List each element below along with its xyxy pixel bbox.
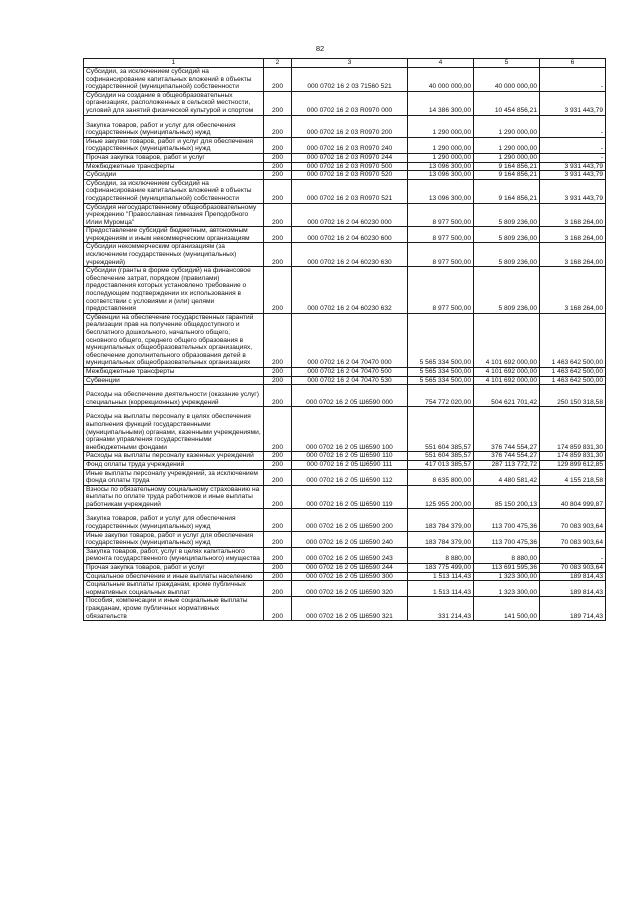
executed-amount: 40 000 000,00 bbox=[474, 68, 540, 92]
approved-amount: 183 775 499,00 bbox=[408, 564, 474, 573]
unexecuted-amount: 3 168 264,00 bbox=[540, 227, 606, 243]
executed-amount: 8 880,00 bbox=[474, 547, 540, 563]
table-row bbox=[84, 547, 606, 563]
unexecuted-amount: 189 714,43 bbox=[540, 597, 606, 621]
approved-amount: 8 977 500,00 bbox=[408, 243, 474, 267]
row-name: Субсидии bbox=[84, 171, 264, 180]
approved-amount: 417 013 385,57 bbox=[408, 460, 474, 469]
budget-classification-code: 000 0702 16 2 05 Ш6590 000 bbox=[292, 385, 408, 407]
table-row bbox=[84, 376, 606, 385]
table-row bbox=[84, 564, 606, 573]
table-row bbox=[84, 469, 606, 485]
unexecuted-amount: 3 931 443,79 bbox=[540, 91, 606, 115]
executed-amount: 1 290 000,00 bbox=[474, 115, 540, 137]
approved-amount: 14 386 300,00 bbox=[408, 91, 474, 115]
row-name: Межбюджетные трансферты bbox=[84, 367, 264, 376]
table-row bbox=[84, 162, 606, 171]
row-name: Пособия, компенсации и иные социальные выплаты гражданам, кроме публичных нормативных обязательств bbox=[84, 597, 264, 621]
table-row bbox=[84, 385, 606, 407]
row-code-line: 200 bbox=[264, 267, 292, 314]
unexecuted-amount: 3 168 264,00 bbox=[540, 203, 606, 227]
row-name: Социальное обеспечение и иные выплаты населению bbox=[84, 572, 264, 581]
unexecuted-amount: - bbox=[540, 68, 606, 92]
unexecuted-amount: 70 083 903,64 bbox=[540, 531, 606, 547]
budget-classification-code: 000 0702 16 2 05 Ш6590 119 bbox=[292, 485, 408, 509]
table-row bbox=[84, 115, 606, 137]
unexecuted-amount: 1 463 642 500,00 bbox=[540, 367, 606, 376]
budget-classification-code: 000 0702 16 2 03 R0970 520 bbox=[292, 171, 408, 180]
row-code-line: 200 bbox=[264, 581, 292, 597]
table-row bbox=[84, 227, 606, 243]
row-code-line: 200 bbox=[264, 115, 292, 137]
table-row bbox=[84, 407, 606, 452]
approved-amount: 8 977 500,00 bbox=[408, 267, 474, 314]
unexecuted-amount: - bbox=[540, 115, 606, 137]
unexecuted-amount: 3 931 443,79 bbox=[540, 162, 606, 171]
budget-classification-code: 000 0702 16 2 05 Ш6590 300 bbox=[292, 572, 408, 581]
budget-classification-code: 000 0702 16 2 04 60230 000 bbox=[292, 203, 408, 227]
budget-classification-code: 000 0702 16 2 03 R0970 500 bbox=[292, 162, 408, 171]
executed-amount: 287 113 772,72 bbox=[474, 460, 540, 469]
row-code-line: 200 bbox=[264, 367, 292, 376]
budget-classification-code: 000 0702 16 2 05 Ш6590 321 bbox=[292, 597, 408, 621]
budget-classification-code: 000 0702 16 2 05 Ш6590 244 bbox=[292, 564, 408, 573]
unexecuted-amount: - bbox=[540, 547, 606, 563]
approved-amount: 8 880,00 bbox=[408, 547, 474, 563]
approved-amount: 1 290 000,00 bbox=[408, 153, 474, 162]
unexecuted-amount: 40 804 999,87 bbox=[540, 485, 606, 509]
budget-classification-code: 000 0702 16 2 03 R0970 000 bbox=[292, 91, 408, 115]
row-name: Закупка товаров, работ, услуг в целях капитального ремонта государственного (муниципального) имущества bbox=[84, 547, 264, 563]
budget-classification-code: 000 0702 16 2 05 Ш6590 110 bbox=[292, 452, 408, 461]
row-code-line: 200 bbox=[264, 469, 292, 485]
unexecuted-amount: 3 931 443,79 bbox=[540, 171, 606, 180]
table-row bbox=[84, 68, 606, 92]
approved-amount: 1 513 114,43 bbox=[408, 572, 474, 581]
unexecuted-amount: 1 463 642 500,00 bbox=[540, 313, 606, 367]
executed-amount: 5 809 236,00 bbox=[474, 267, 540, 314]
executed-amount: 4 480 581,42 bbox=[474, 469, 540, 485]
row-name: Закупка товаров, работ и услуг для обеспечения государственных (муниципальных) нужд bbox=[84, 509, 264, 531]
executed-amount: 9 164 856,21 bbox=[474, 179, 540, 203]
budget-classification-code: 000 0702 16 2 05 Ш6590 240 bbox=[292, 531, 408, 547]
budget-classification-code: 000 0702 16 2 05 Ш6590 200 bbox=[292, 509, 408, 531]
approved-amount: 183 784 379,00 bbox=[408, 531, 474, 547]
approved-amount: 40 000 000,00 bbox=[408, 68, 474, 92]
unexecuted-amount: 189 814,43 bbox=[540, 572, 606, 581]
row-name: Прочая закупка товаров, работ и услуг bbox=[84, 153, 264, 162]
unexecuted-amount: 70 083 903,64 bbox=[540, 564, 606, 573]
budget-classification-code: 000 0702 16 2 05 Ш6590 320 bbox=[292, 581, 408, 597]
executed-amount: 141 500,00 bbox=[474, 597, 540, 621]
executed-amount: 9 164 856,21 bbox=[474, 162, 540, 171]
approved-amount: 8 635 800,00 bbox=[408, 469, 474, 485]
approved-amount: 551 604 385,57 bbox=[408, 452, 474, 461]
approved-amount: 1 513 114,43 bbox=[408, 581, 474, 597]
approved-amount: 1 290 000,00 bbox=[408, 137, 474, 153]
table-row bbox=[84, 91, 606, 115]
approved-amount: 754 772 020,00 bbox=[408, 385, 474, 407]
row-code-line: 200 bbox=[264, 547, 292, 563]
row-code-line: 200 bbox=[264, 407, 292, 452]
column-header: 3 bbox=[292, 59, 408, 68]
unexecuted-amount: 189 814,43 bbox=[540, 581, 606, 597]
approved-amount: 8 977 500,00 bbox=[408, 203, 474, 227]
row-name: Расходы на обеспечение деятельности (оказание услуг) специальных (коррекционных) учреждений bbox=[84, 385, 264, 407]
table-row bbox=[84, 267, 606, 314]
executed-amount: 1 323 300,00 bbox=[474, 572, 540, 581]
header-row bbox=[84, 59, 606, 68]
row-name: Субсидии некоммерческим организациям (за исключением государственных (муниципальных) учреждений) bbox=[84, 243, 264, 267]
row-code-line: 200 bbox=[264, 91, 292, 115]
approved-amount: 13 096 300,00 bbox=[408, 162, 474, 171]
approved-amount: 1 290 000,00 bbox=[408, 115, 474, 137]
row-code-line: 200 bbox=[264, 485, 292, 509]
row-name: Взносы по обязательному социальному страхованию на выплаты по оплате труда работников и иные выплаты работникам учреждений bbox=[84, 485, 264, 509]
table-row bbox=[84, 460, 606, 469]
table-row bbox=[84, 367, 606, 376]
budget-classification-code: 000 0702 16 2 04 60230 632 bbox=[292, 267, 408, 314]
table-row bbox=[84, 485, 606, 509]
row-name: Субсидии, за исключением субсидий на софинансирование капитальных вложений в объекты государственной (муниципальной) собственности bbox=[84, 68, 264, 92]
unexecuted-amount: - bbox=[540, 153, 606, 162]
table-row bbox=[84, 137, 606, 153]
table-row bbox=[84, 179, 606, 203]
table-row bbox=[84, 597, 606, 621]
budget-classification-code: 000 0702 16 2 03 71560 521 bbox=[292, 68, 408, 92]
row-code-line: 200 bbox=[264, 162, 292, 171]
budget-classification-code: 000 0702 16 2 04 70470 500 bbox=[292, 367, 408, 376]
row-code-line: 200 bbox=[264, 597, 292, 621]
column-header: 1 bbox=[84, 59, 264, 68]
table-row bbox=[84, 531, 606, 547]
row-name: Иные закупки товаров, работ и услуг для обеспечения государственных (муниципальных) нужд bbox=[84, 137, 264, 153]
approved-amount: 125 955 200,00 bbox=[408, 485, 474, 509]
approved-amount: 5 565 334 500,00 bbox=[408, 376, 474, 385]
executed-amount: 9 164 856,21 bbox=[474, 171, 540, 180]
executed-amount: 113 700 475,36 bbox=[474, 531, 540, 547]
row-code-line: 200 bbox=[264, 385, 292, 407]
executed-amount: 1 290 000,00 bbox=[474, 137, 540, 153]
budget-classification-code: 000 0702 16 2 04 60230 630 bbox=[292, 243, 408, 267]
row-name: Фонд оплаты труда учреждений bbox=[84, 460, 264, 469]
row-name: Субвенции на обеспечение государственных гарантий реализации прав на получение общедоступного и бесплатного дошкольного, начального общего, основного общего, среднего общего образования в муниципальных общеобразовательных организациях, обеспечение дополнительного образования детей в муниципальных общеобразовательных организациях bbox=[84, 313, 264, 367]
row-name: Иные закупки товаров, работ и услуг для обеспечения государственных (муниципальных) нужд bbox=[84, 531, 264, 547]
approved-amount: 5 565 334 500,00 bbox=[408, 367, 474, 376]
row-code-line: 200 bbox=[264, 137, 292, 153]
budget-classification-code: 000 0702 16 2 05 Ш6590 243 bbox=[292, 547, 408, 563]
budget-classification-code: 000 0702 16 2 03 R0970 200 bbox=[292, 115, 408, 137]
budget-classification-code: 000 0702 16 2 05 Ш6590 111 bbox=[292, 460, 408, 469]
budget-classification-code: 000 0702 16 2 05 Ш6590 112 bbox=[292, 469, 408, 485]
executed-amount: 376 744 554,27 bbox=[474, 407, 540, 452]
approved-amount: 8 977 500,00 bbox=[408, 227, 474, 243]
row-code-line: 200 bbox=[264, 68, 292, 92]
row-code-line: 200 bbox=[264, 460, 292, 469]
unexecuted-amount: 4 155 218,58 bbox=[540, 469, 606, 485]
table-row bbox=[84, 243, 606, 267]
row-code-line: 200 bbox=[264, 564, 292, 573]
unexecuted-amount: 174 859 831,30 bbox=[540, 407, 606, 452]
budget-classification-code: 000 0702 16 2 04 60230 600 bbox=[292, 227, 408, 243]
row-name: Субсидии на создание в общеобразовательных организациях, расположенных в сельской местности, условий для занятий физической культурой и спортом bbox=[84, 91, 264, 115]
budget-classification-code: 000 0702 16 2 03 R0970 240 bbox=[292, 137, 408, 153]
budget-classification-code: 000 0702 16 2 03 R0970 244 bbox=[292, 153, 408, 162]
row-name: Межбюджетные трансферты bbox=[84, 162, 264, 171]
row-name: Социальные выплаты гражданам, кроме публичных нормативных социальных выплат bbox=[84, 581, 264, 597]
executed-amount: 5 809 236,00 bbox=[474, 227, 540, 243]
budget-classification-code: 000 0702 16 2 04 70470 530 bbox=[292, 376, 408, 385]
executed-amount: 10 454 856,21 bbox=[474, 91, 540, 115]
executed-amount: 4 101 692 000,00 bbox=[474, 367, 540, 376]
budget-classification-code: 000 0702 16 2 05 Ш6590 100 bbox=[292, 407, 408, 452]
table-row bbox=[84, 313, 606, 367]
row-name: Закупка товаров, работ и услуг для обеспечения государственных (муниципальных) нужд bbox=[84, 115, 264, 137]
row-code-line: 200 bbox=[264, 531, 292, 547]
unexecuted-amount: 70 083 903,64 bbox=[540, 509, 606, 531]
unexecuted-amount: 3 168 264,00 bbox=[540, 267, 606, 314]
executed-amount: 1 290 000,00 bbox=[474, 153, 540, 162]
unexecuted-amount: 3 168 264,00 bbox=[540, 243, 606, 267]
executed-amount: 5 809 236,00 bbox=[474, 243, 540, 267]
row-name: Расходы на выплаты персоналу казенных учреждений bbox=[84, 452, 264, 461]
row-code-line: 200 bbox=[264, 376, 292, 385]
executed-amount: 1 323 300,00 bbox=[474, 581, 540, 597]
column-header: 5 bbox=[474, 59, 540, 68]
executed-amount: 504 621 701,42 bbox=[474, 385, 540, 407]
table-row bbox=[84, 581, 606, 597]
column-header: 2 bbox=[264, 59, 292, 68]
row-code-line: 200 bbox=[264, 171, 292, 180]
row-name: Субсидия негосударственному общеобразовательному учреждению "Православная гимназия Преподобного Илии Муромца" bbox=[84, 203, 264, 227]
table-row bbox=[84, 203, 606, 227]
executed-amount: 376 744 554,27 bbox=[474, 452, 540, 461]
column-header: 4 bbox=[408, 59, 474, 68]
executed-amount: 113 691 595,36 bbox=[474, 564, 540, 573]
approved-amount: 551 604 385,57 bbox=[408, 407, 474, 452]
row-name: Предоставление субсидий бюджетным, автономным учреждениям и иным некоммерческим организациям bbox=[84, 227, 264, 243]
executed-amount: 85 150 200,13 bbox=[474, 485, 540, 509]
row-code-line: 200 bbox=[264, 452, 292, 461]
executed-amount: 5 809 236,00 bbox=[474, 203, 540, 227]
budget-classification-code: 000 0702 16 2 03 R0970 521 bbox=[292, 179, 408, 203]
row-name: Субвенции bbox=[84, 376, 264, 385]
approved-amount: 13 096 300,00 bbox=[408, 179, 474, 203]
row-code-line: 200 bbox=[264, 572, 292, 581]
approved-amount: 183 784 379,00 bbox=[408, 509, 474, 531]
table-row bbox=[84, 171, 606, 180]
row-code-line: 200 bbox=[264, 227, 292, 243]
row-code-line: 200 bbox=[264, 153, 292, 162]
executed-amount: 113 700 475,36 bbox=[474, 509, 540, 531]
unexecuted-amount: - bbox=[540, 137, 606, 153]
row-code-line: 200 bbox=[264, 509, 292, 531]
row-name: Расходы на выплаты персоналу в целях обеспечения выполнения функций государственными (муниципальными) органами, казенными учреждениями, органами управления государственными внебюджетными фондами bbox=[84, 407, 264, 452]
approved-amount: 13 096 300,00 bbox=[408, 171, 474, 180]
table-row bbox=[84, 509, 606, 531]
table-row bbox=[84, 153, 606, 162]
unexecuted-amount: 174 859 831,30 bbox=[540, 452, 606, 461]
executed-amount: 4 101 692 000,00 bbox=[474, 376, 540, 385]
unexecuted-amount: 3 931 443,79 bbox=[540, 179, 606, 203]
unexecuted-amount: 250 150 318,58 bbox=[540, 385, 606, 407]
budget-classification-code: 000 0702 16 2 04 70470 000 bbox=[292, 313, 408, 367]
table-row bbox=[84, 452, 606, 461]
row-name: Иные выплаты персоналу учреждений, за исключением фонда оплаты труда bbox=[84, 469, 264, 485]
row-code-line: 200 bbox=[264, 179, 292, 203]
row-name: Субсидии (гранты в форме субсидий) на финансовое обеспечение затрат, порядком (правилами) предоставления которых установлено требование о последующем подтверждении их использования в соответствии с условиями и (или) целями предоставления bbox=[84, 267, 264, 314]
approved-amount: 331 214,43 bbox=[408, 597, 474, 621]
row-name: Субсидии, за исключением субсидий на софинансирование капитальных вложений в объекты государственной (муниципальной) собственности bbox=[84, 179, 264, 203]
row-name: Прочая закупка товаров, работ и услуг bbox=[84, 564, 264, 573]
row-code-line: 200 bbox=[264, 203, 292, 227]
column-header: 6 bbox=[540, 59, 606, 68]
executed-amount: 4 101 692 000,00 bbox=[474, 313, 540, 367]
row-code-line: 200 bbox=[264, 313, 292, 367]
unexecuted-amount: 1 463 642 500,00 bbox=[540, 376, 606, 385]
row-code-line: 200 bbox=[264, 243, 292, 267]
budget-table bbox=[83, 58, 606, 621]
page-number: 82 bbox=[315, 44, 325, 53]
approved-amount: 5 565 334 500,00 bbox=[408, 313, 474, 367]
table-row bbox=[84, 572, 606, 581]
unexecuted-amount: 129 899 612,85 bbox=[540, 460, 606, 469]
